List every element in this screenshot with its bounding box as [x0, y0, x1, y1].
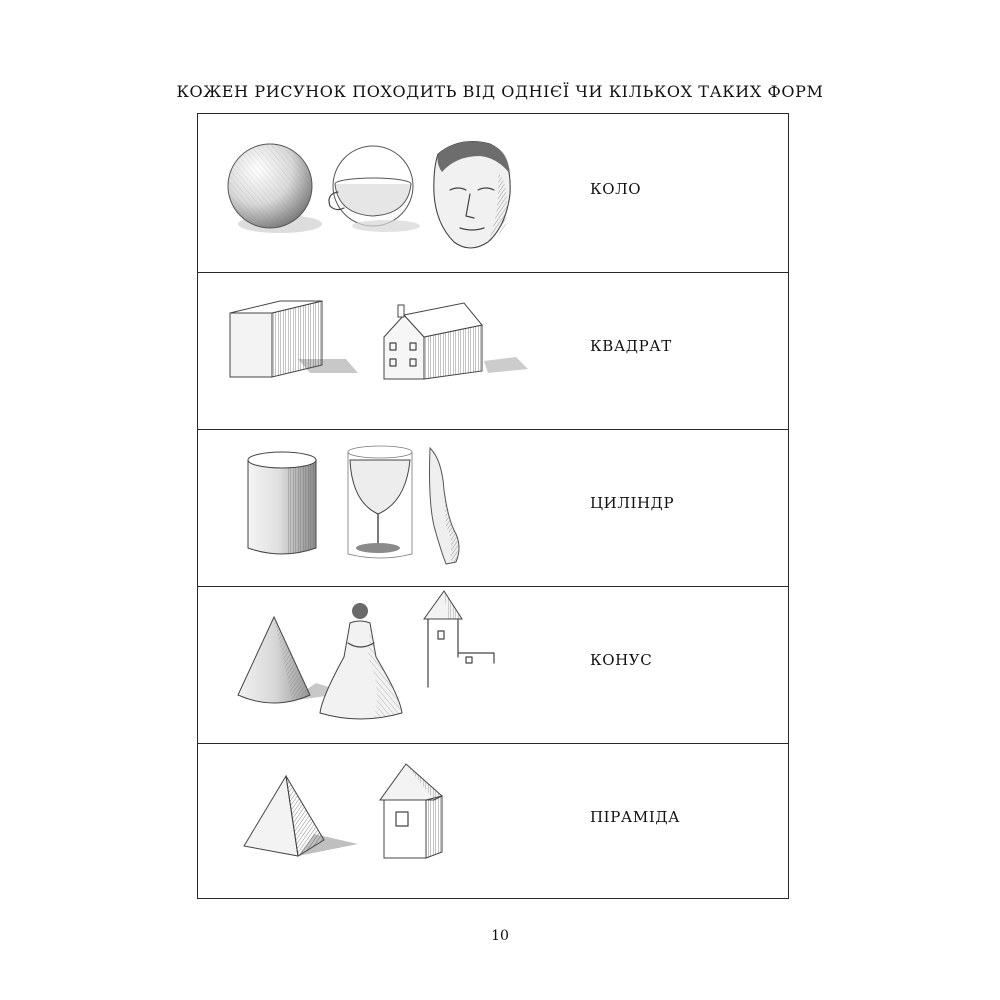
row-label-cylinder: ЦИЛІНДР — [590, 494, 675, 512]
cylinder-drawings — [198, 430, 588, 587]
cone-drawings — [198, 587, 588, 744]
page-title: КОЖЕН РИСУНОК ПОХОДИТЬ ВІД ОДНІЄЇ ЧИ КІЛЬКОХ ТАКИХ ФОРМ — [176, 82, 824, 101]
row-square — [198, 272, 788, 429]
row-cone — [198, 586, 788, 743]
shapes-table — [197, 113, 789, 899]
cube-illustration — [230, 301, 358, 377]
page-number: 10 — [491, 928, 509, 944]
cylinder-illustration — [248, 452, 316, 554]
row-pyramid — [198, 743, 788, 898]
cup-in-sphere-illustration — [329, 146, 420, 232]
sphere-illustration — [228, 144, 322, 233]
tower-illustration — [424, 591, 494, 687]
square-drawings — [198, 273, 588, 430]
woman-in-dress-illustration — [320, 603, 402, 719]
row-circle — [198, 114, 788, 272]
house-illustration — [384, 303, 528, 379]
pyramid-illustration — [244, 776, 358, 856]
row-label-cone: КОНУС — [590, 651, 653, 669]
tower-house-illustration — [380, 764, 442, 858]
head-illustration — [434, 142, 510, 248]
row-label-pyramid: ПІРАМІДА — [590, 808, 681, 826]
wine-glass-illustration — [348, 446, 412, 558]
circle-drawings — [198, 114, 588, 272]
pyramid-drawings — [198, 744, 588, 899]
row-label-circle: КОЛО — [590, 180, 642, 198]
row-cylinder — [198, 429, 788, 586]
arm-illustration — [430, 448, 460, 564]
row-label-square: КВАДРАТ — [590, 337, 672, 355]
